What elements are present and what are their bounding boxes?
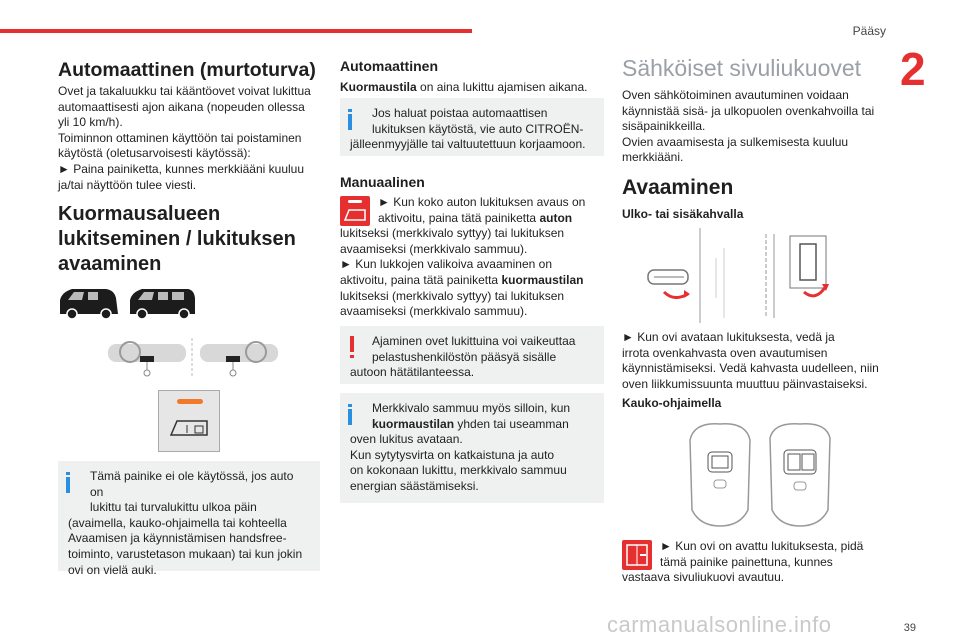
remote-text-2: tämä painike painettuna, kunnes [660, 554, 833, 569]
text-line: irrota ovenkahvasta oven avautumisen [622, 345, 828, 360]
remote-text-1: ► Kun ovi on avattu lukituksesta, pidä [660, 539, 864, 553]
text-line: käytöstä (oletusarvoisesti käytössä): [58, 146, 251, 161]
heading-cargo-locking: Kuormausalueen lukitseminen / lukituksen avaaminen [58, 203, 296, 275]
cargo-button-symbol [340, 196, 370, 226]
text-line: ► Paina painiketta, kunnes merkkiääni kuuluu [58, 161, 305, 176]
top-accent-bar [0, 29, 472, 33]
warning-note: Ajaminen ovet lukittuina voi vaikeuttaa pelastushenkilöstön pääsyä sisälle autoon hätätilanteessa. [340, 326, 604, 384]
watermark: carmanualsonline.info [607, 612, 832, 637]
page-number: 39 [903, 622, 916, 634]
remote-text-3: vastaava sivuliukuovi avautuu. [622, 570, 785, 585]
heading-opening: Avaaminen [622, 176, 734, 199]
sliding-doors-text [622, 88, 884, 166]
text-line: Ovien avaamisesta ja sulkemisesta kuuluu [622, 134, 849, 149]
info-note-cargo: Tämä painike ei ole käytössä, jos auto on lukittu tai turvalukittu ulkoa päin (avaimella, kauko-ohjaimella tai kohteella Avaamisen ja käynnistämisen handsfree- toiminto, varustetason mukaan) tai kun jokin ovi on vielä auki. [58, 461, 320, 571]
heading-manual: Manuaalinen [340, 174, 425, 190]
text-line: oven liikkumissuunta muuttuu päinvastaiseksi. [622, 376, 868, 391]
handle-text [622, 330, 884, 392]
remote-control-illustration [680, 420, 860, 528]
heading-handle: Ulko- tai sisäkahvalla [622, 207, 744, 221]
cargo-lock-button [158, 390, 220, 452]
text-line: Ovet ja takaluukku tai kääntöovet voivat lukittua [58, 84, 311, 98]
text-line: ja/tai näyttöön tulee viesti. [58, 177, 197, 192]
manual-text-1a: ► Kun koko auton lukituksen avaus on [378, 195, 586, 209]
dashboard-button-location [108, 336, 284, 382]
manual-text-1b: aktivoitu, paina tätä painiketta auton [378, 210, 573, 225]
automatic-lock-text [58, 84, 320, 193]
van-lock-icon [169, 415, 211, 441]
manual-text-2: lukitseksi (merkkivalo syttyy) tai lukituksen avaamiseksi (merkkivalo sammuu). ► Kun lukkojen valikoiva avaaminen on aktivoitu, paina tätä painiketta kuormaustilan lukitseksi (merkkivalo syttyy) tai lukituksen avaamiseksi (merkkivalo sammuu). [340, 226, 584, 319]
text-line: käynnistää sisä- ja ulkopuolen ovenkahvoilla tai [622, 103, 875, 118]
section-title: Pääsy [852, 24, 886, 38]
info-note-indicator: Merkkivalo sammuu myös silloin, kun kuormaustilan yhden tai useamman oven lukitus avataan. Kun sytytysvirta on katkaistuna ja auto on kokonaan lukittu, merkkivalo sammuu energian säästämiseksi. [340, 393, 604, 503]
remote-sliding-door-symbol [622, 540, 652, 570]
heading-remote: Kauko-ohjaimella [622, 396, 722, 410]
heading-automatic: Automaattinen [340, 58, 438, 74]
door-handle-illustration [640, 228, 884, 328]
heading-sliding-doors: Sähköiset sivuliukuovet [622, 55, 862, 81]
text-line: yli 10 km/h). [58, 115, 123, 130]
indicator-light [177, 399, 203, 404]
text-line: Toiminnon ottaminen käyttöön tai poistaminen [58, 130, 302, 145]
text-line: sisäpainikkeilla. [622, 119, 706, 134]
heading-automatic-antitheft: Automaattinen (murtoturva) [58, 59, 316, 81]
text-line: merkkiääni. [622, 150, 684, 165]
info-note-automatic: Jos haluat poistaa automaattisen lukituksen käytöstä, vie auto CITROËN- jälleenmyyjälle tai valtuutettuun korjaamoon. [340, 98, 604, 156]
text-line: ► Kun ovi avataan lukituksesta, vedä ja [622, 330, 835, 344]
text-line: automaattisesti ajon aikana (nopeuden ollessa [58, 99, 305, 114]
automatic-text: Kuormaustila on aina lukittu ajamisen aikana. [340, 80, 588, 94]
chapter-number: 2 [900, 43, 926, 95]
van-illustrations [58, 284, 198, 320]
text-line: käynnistämiseksi. Vedä kahvasta uudelleen, niin [622, 361, 879, 376]
text-line: Oven sähkötoiminen avautuminen voidaan [622, 88, 849, 102]
